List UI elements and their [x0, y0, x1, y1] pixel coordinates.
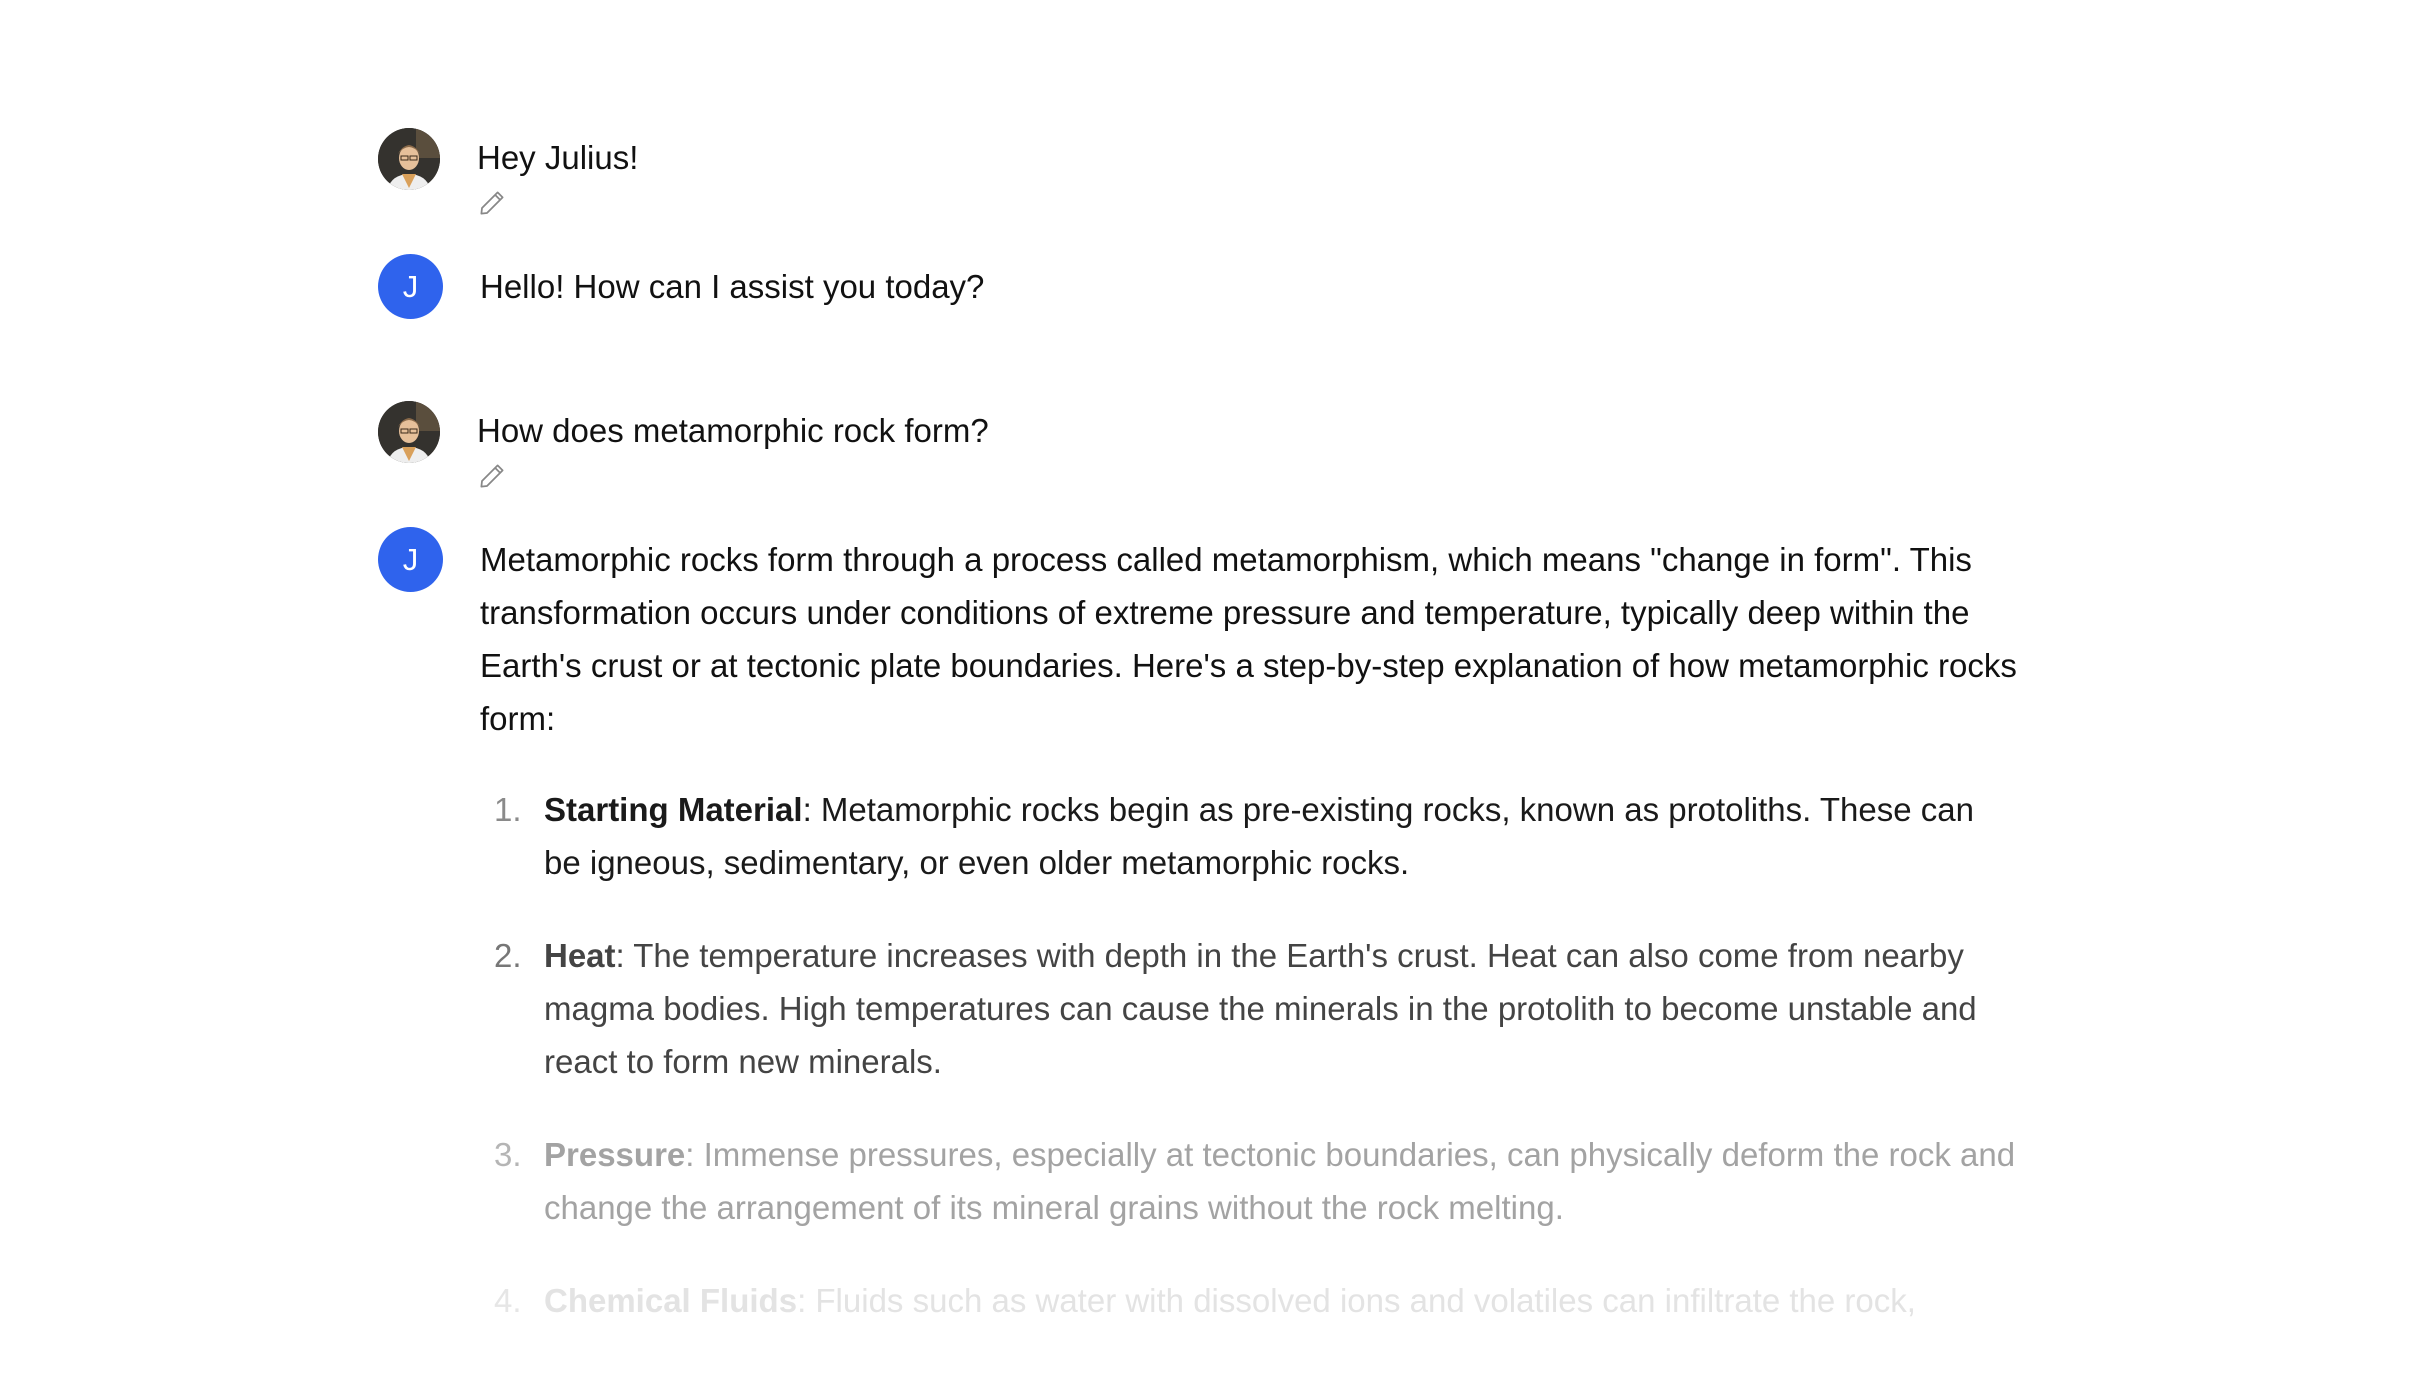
step-number: 2.	[494, 937, 522, 974]
user-message-body	[477, 401, 989, 491]
user-message-text: Hey Julius!	[477, 139, 639, 176]
assistant-message-body	[480, 527, 2018, 1367]
step-title: Starting Material	[544, 791, 803, 828]
assistant-message-text: Hello! How can I assist you today?	[480, 268, 985, 305]
pencil-icon[interactable]	[477, 188, 507, 218]
assistant-intro-text: Metamorphic rocks form through a process called metamorphism, which means "change in form". This transformation occurs under conditions of extreme pressure and temperature, typically deep within the Earth's crust or at tectonic plate boundaries. Here's a step-by-step explanation of how metamorphic rocks form:	[480, 541, 2017, 737]
step-body: : Immense pressures, especially at tectonic boundaries, can physically deform the rock and change the arrangement of its mineral grains without the rock melting.	[544, 1136, 2016, 1226]
user-message	[378, 401, 2018, 491]
user-message	[378, 128, 2018, 218]
assistant-message-body	[480, 254, 2018, 313]
step-title: Heat	[544, 937, 616, 974]
list-item	[480, 1274, 2018, 1327]
assistant-avatar: J	[378, 254, 443, 319]
steps-list	[480, 783, 2018, 1327]
step-body: : Metamorphic rocks begin as pre-existing rocks, known as protoliths. These can be igneous, sedimentary, or even older metamorphic rocks.	[544, 791, 1974, 881]
step-title: Chemical Fluids	[544, 1282, 798, 1319]
step-title: Pressure	[544, 1136, 686, 1173]
list-item	[480, 929, 2018, 1088]
assistant-message	[378, 254, 2018, 319]
list-item	[480, 1128, 2018, 1234]
step-number: 1.	[494, 791, 522, 828]
step-number: 4.	[494, 1282, 522, 1319]
chat-thread	[378, 128, 2018, 1367]
list-item	[480, 783, 2018, 889]
user-avatar	[378, 401, 440, 463]
step-number: 3.	[494, 1136, 522, 1173]
step-body: : The temperature increases with depth in the Earth's crust. Heat can also come from nearby magma bodies. High temperatures can cause the minerals in the protolith to become unstable and react to form new minerals.	[544, 937, 1977, 1080]
assistant-avatar: J	[378, 527, 443, 592]
user-message-body	[477, 128, 638, 218]
assistant-message	[378, 527, 2018, 1367]
user-avatar	[378, 128, 440, 190]
user-message-text: How does metamorphic rock form?	[477, 412, 989, 449]
step-body: : Fluids such as water with dissolved ions and volatiles can infiltrate the rock,	[797, 1282, 1916, 1319]
pencil-icon[interactable]	[477, 461, 507, 491]
